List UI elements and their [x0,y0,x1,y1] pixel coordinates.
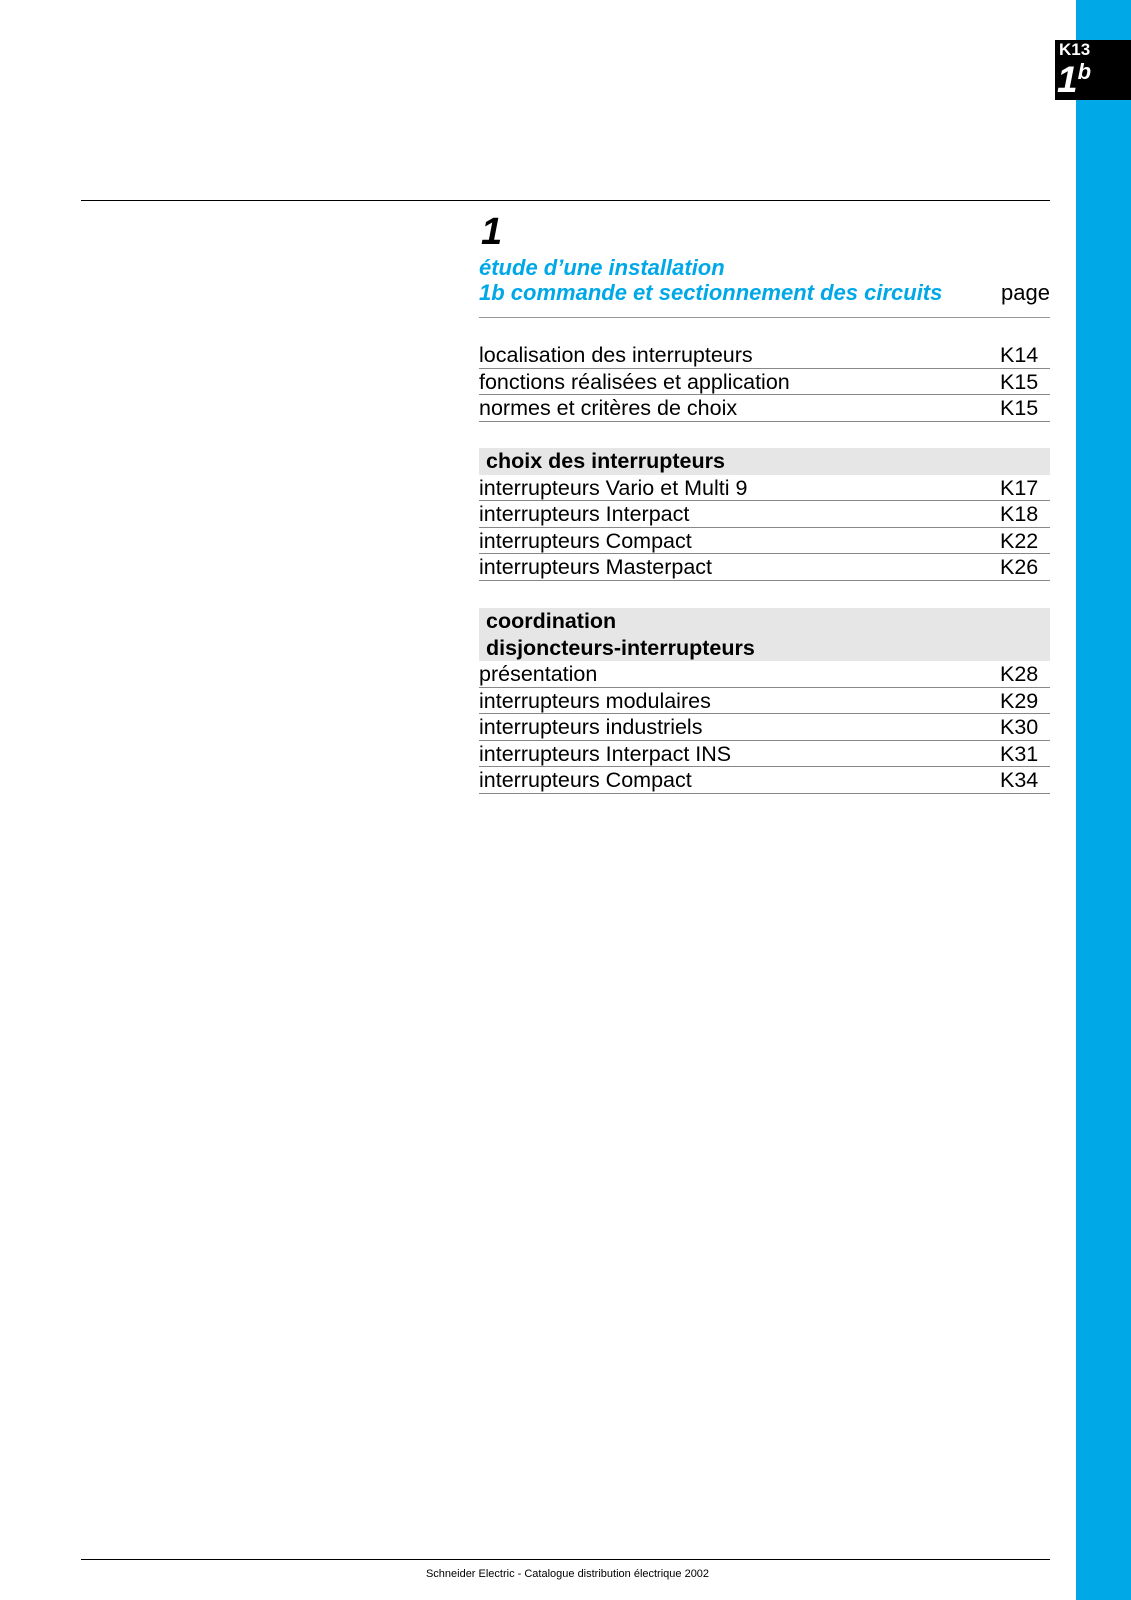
toc-row[interactable] [479,661,1050,688]
toc-page: K17 [1000,475,1039,500]
toc-section-heading [479,608,1050,661]
toc-row[interactable] [479,342,1050,369]
section-title [479,255,1050,305]
toc-page: K18 [1000,502,1039,526]
toc-group-choix [479,448,1050,581]
title-divider [479,317,1050,318]
toc-page: K30 [1000,715,1039,739]
toc-label: interrupteurs Interpact INS [479,741,732,766]
page-tab [1055,40,1131,100]
chapter-number: 1 [481,211,503,253]
bottom-divider [81,1559,1050,1560]
toc-section-heading-line-2: disjoncteurs-interrupteurs [486,635,755,660]
toc-section-heading-line-1: coordination [486,609,617,633]
toc-row[interactable] [479,395,1050,422]
toc-label: fonctions réalisées et application [479,369,790,394]
tab-page-number: K13 [1059,40,1091,59]
toc-label: interrupteurs Masterpact [479,555,713,579]
toc-row[interactable] [479,767,1050,794]
toc-row[interactable] [479,528,1050,555]
tab-chapter [1057,61,1090,104]
toc-row[interactable] [479,714,1050,741]
title-line-1: étude d’une installation [479,255,725,280]
toc-group-intro [479,342,1050,422]
toc-label: interrupteurs Compact [479,528,692,553]
toc-row[interactable] [479,554,1050,581]
toc-label: interrupteurs Compact [479,768,692,792]
toc-page: K28 [1000,662,1039,686]
tab-chapter-number: 1 [1057,59,1077,100]
toc-page: K14 [1000,343,1039,367]
toc-label: normes et critères de choix [479,396,738,420]
toc-page: K34 [1000,768,1039,792]
toc-page: K29 [1000,688,1039,713]
toc-page: K15 [1000,396,1039,420]
toc-label: interrupteurs Vario et Multi 9 [479,475,748,500]
toc-label: présentation [479,662,598,686]
toc-row[interactable] [479,741,1050,768]
toc-label: interrupteurs modulaires [479,688,711,713]
page-column-label: page [1001,280,1050,305]
title-line-2: 1b commande et sectionnement des circuits [479,280,943,305]
toc-group-coordination [479,608,1050,794]
tab-chapter-suffix: b [1077,59,1091,84]
toc-row[interactable] [479,501,1050,528]
side-color-band [1076,0,1131,1600]
toc-row[interactable] [479,688,1050,715]
toc-page: K31 [1000,741,1039,766]
toc-section-heading: choix des interrupteurs [479,448,1050,475]
toc-label: localisation des interrupteurs [479,343,753,367]
toc-row[interactable] [479,369,1050,396]
top-divider [81,200,1050,201]
toc-page: K26 [1000,555,1039,579]
toc-label: interrupteurs Interpact [479,502,690,526]
toc-page: K22 [1000,528,1039,553]
toc-label: interrupteurs industriels [479,715,703,739]
toc-row[interactable] [479,475,1050,502]
toc-page: K15 [1000,369,1039,394]
footer-text: Schneider Electric - Catalogue distribution électrique 2002 [425,1568,710,1580]
